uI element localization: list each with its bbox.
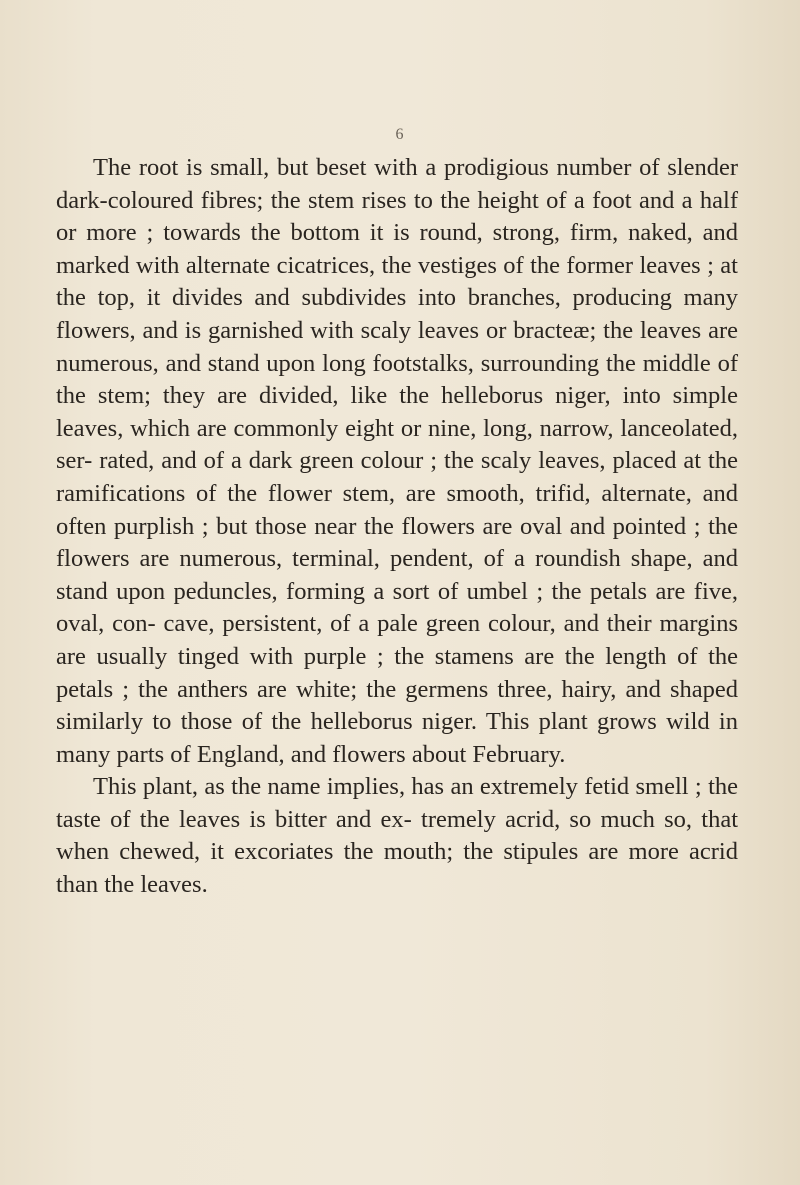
paragraph-1: The root is small, but beset with a prodigious number of slender dark-coloured fibres; the stem rises to the height of a foot and a half or more ; towards the bottom it is round, strong, firm, naked, and marked with alternate cicatrices, the vestiges of the former leaves ; at the top, it divides and subdivides into branches, producing many flowers, and is garnished with scaly leaves or bracteæ; the leaves are numerous, and stand upon long footstalks, surrounding the middle of the stem; they are divided, like the helleborus niger, into simple leaves, which are commonly eight or nine, long, narrow, lanceolated, ser- rated, and of a dark green colour ; the scaly leaves, placed at the ramifications of the flower stem, are smooth, trifid, alternate, and often purplish ; but those near the flowers are oval and pointed ; the flowers are numerous, terminal, pendent, of a roundish shape, and stand upon peduncles, forming a sort of umbel ; the petals are five, oval, con- cave, persistent, of a pale green colour, and their margins are usually tinged with purple ; the stamens are the length of the petals ; the anthers are white; the germens three, hairy, and shaped similarly to those of the helleborus niger. This plant grows wild in many parts of England, and flowers about February. bbox=[56, 154, 738, 768]
body-text bbox=[56, 152, 738, 902]
paragraph-2: This plant, as the name implies, has an extremely fetid smell ; the taste of the leaves is bitter and ex- tremely acrid, so much so, that when chewed, it excoriates the mouth; the stipules are more acrid than the leaves. bbox=[56, 773, 738, 899]
page-number: 6 bbox=[395, 126, 405, 143]
